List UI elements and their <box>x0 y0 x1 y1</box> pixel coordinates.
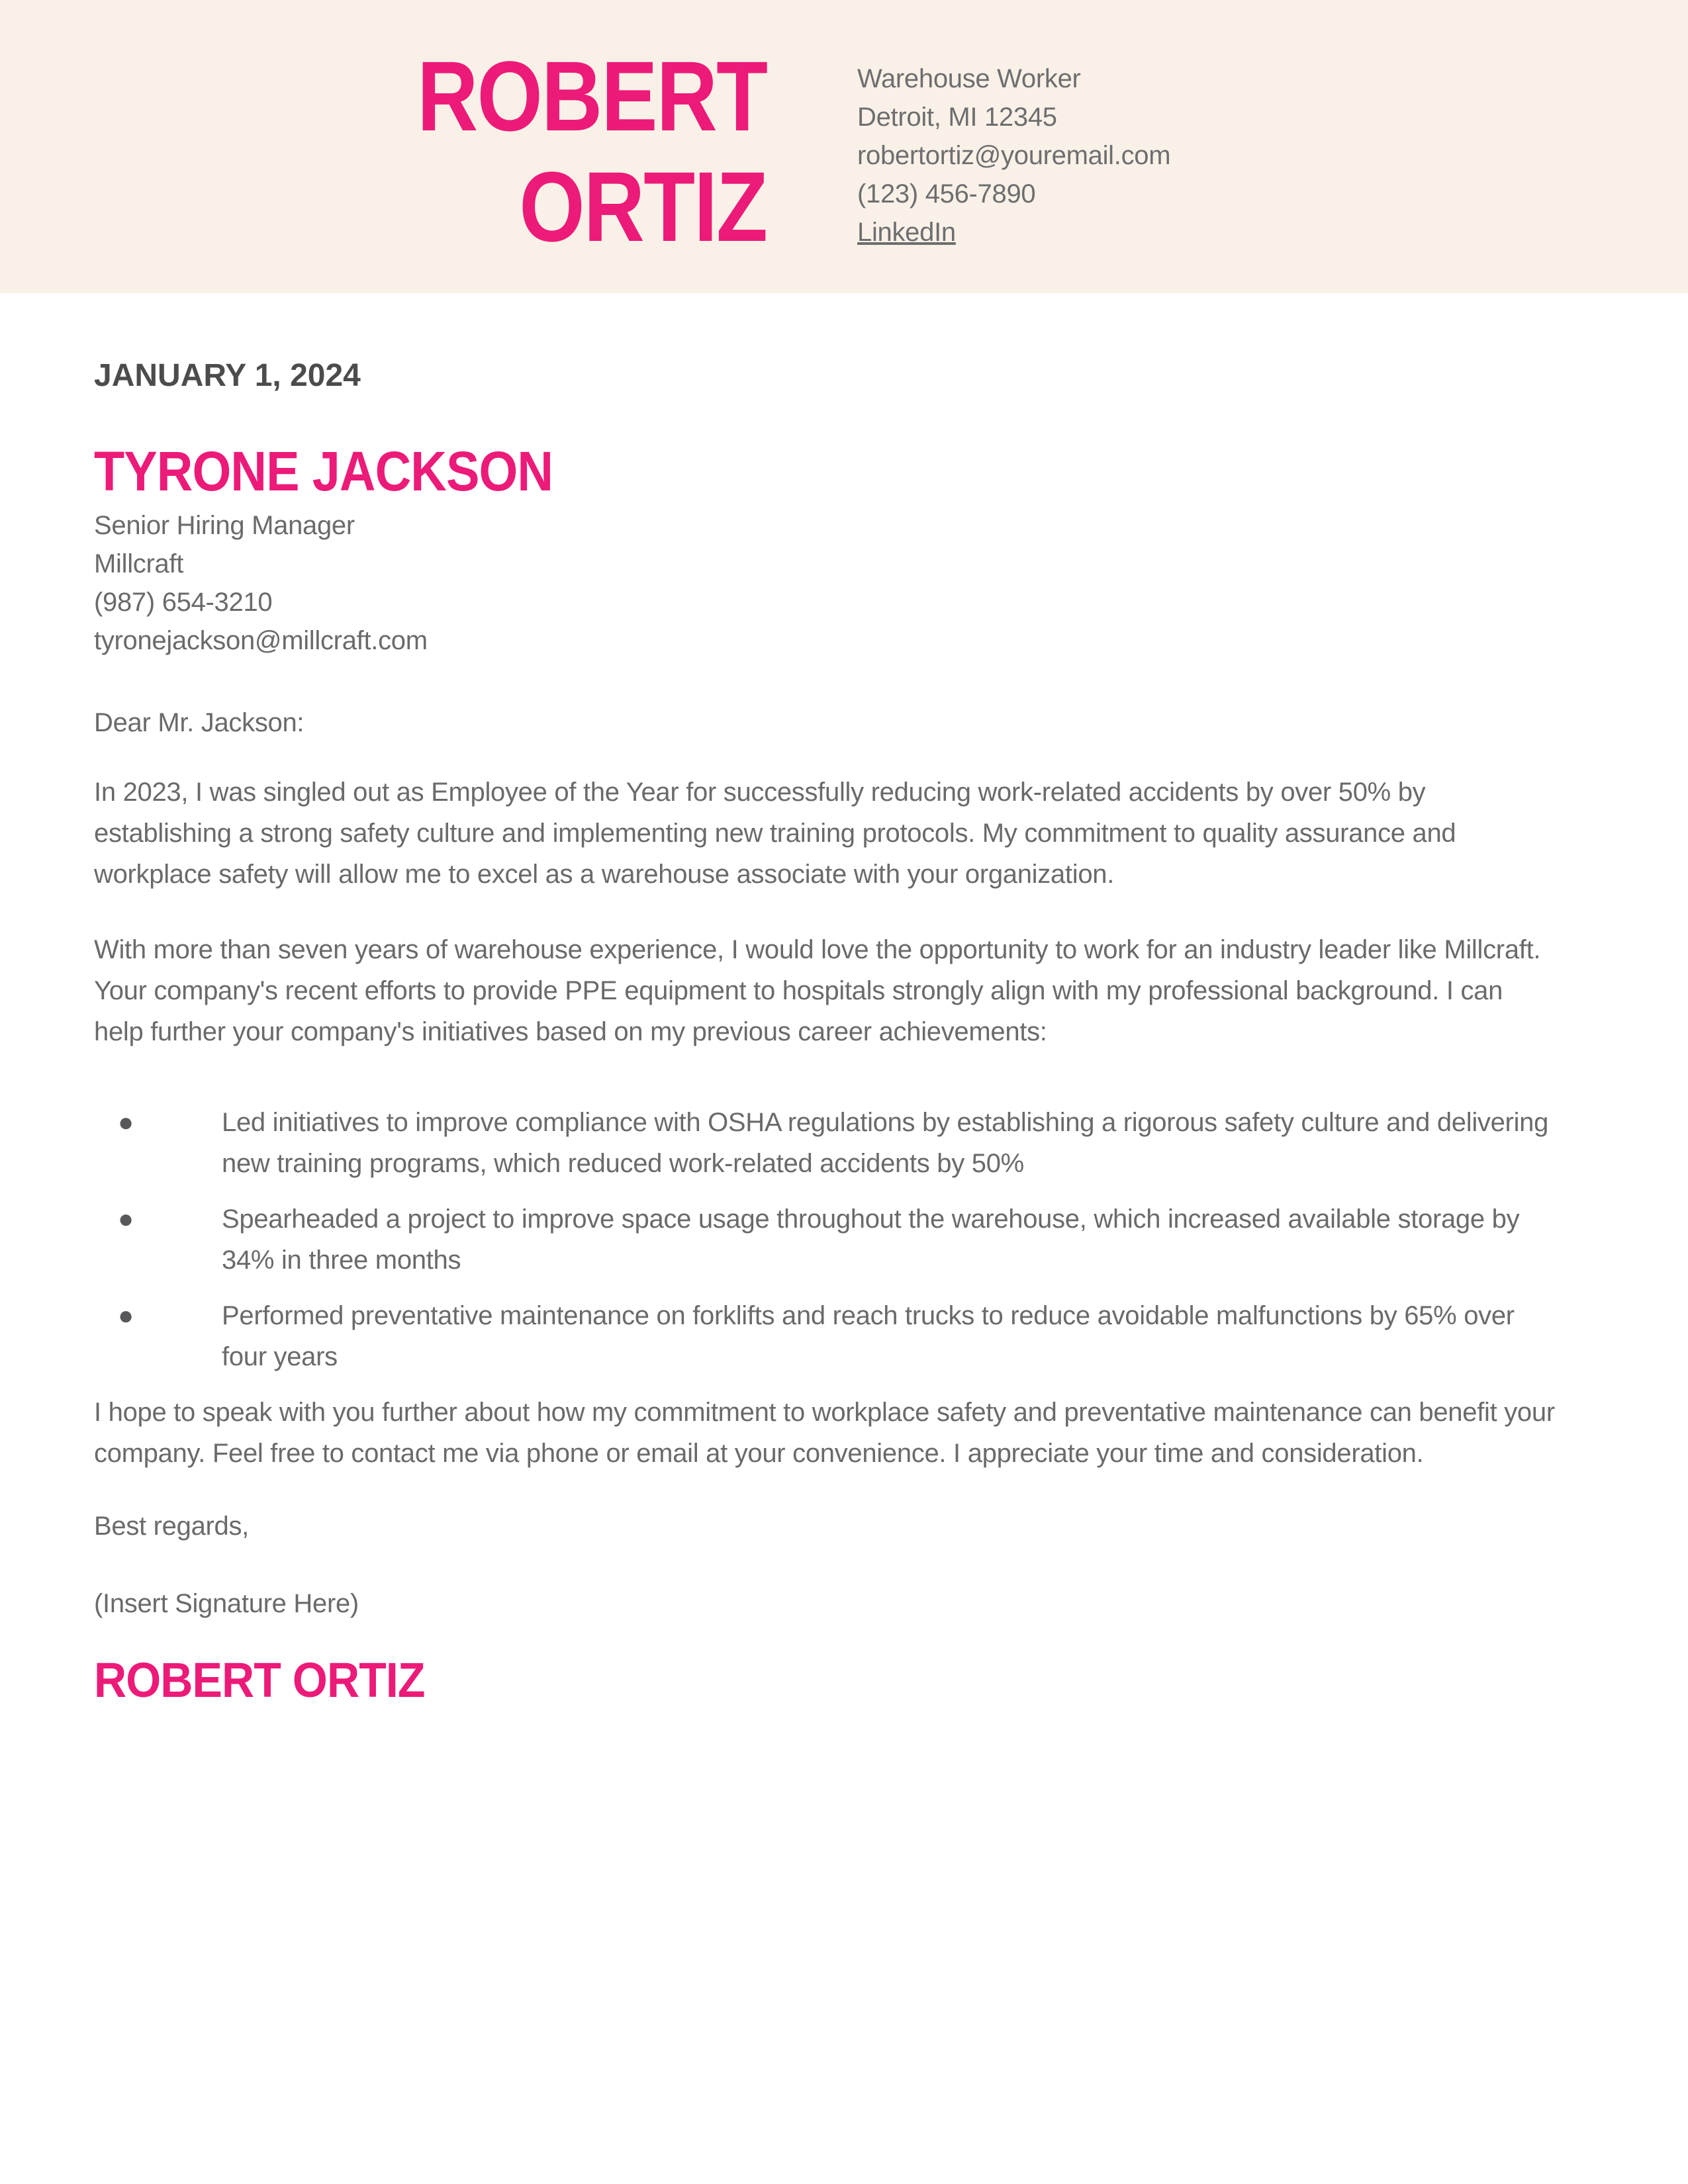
applicant-last-name: ORTIZ <box>519 151 767 262</box>
applicant-first-name: ROBERT <box>416 40 767 152</box>
recipient-phone: (987) 654-3210 <box>94 588 273 617</box>
bullet-text: Performed preventative maintenance on forklifts and reach trucks to reduce avoidable malfunctions by 65% over four years <box>222 1301 1515 1371</box>
list-item <box>94 1102 1556 1184</box>
signature-placeholder: (Insert Signature Here) <box>94 1589 359 1618</box>
experience-paragraph: With more than seven years of warehouse experience, I would love the opportunity to work for an industry leader like Millcraft. Your company's recent efforts to provide PPE equipment to hospitals strongly align with my professional background. I can help further your company's initiatives based on my previous career achievements: <box>94 935 1541 1046</box>
contact-location: Detroit, MI 12345 <box>857 103 1057 132</box>
letter-date: JANUARY 1, 2024 <box>94 358 361 393</box>
bullet-icon: ● <box>118 1205 134 1234</box>
closing-paragraph: I hope to speak with you further about how my commitment to workplace safety and preventative maintenance can benefit your company. Feel free to contact me via phone or email at your convenience. I appreciate your time and consideration. <box>94 1398 1555 1468</box>
contact-email: robertortiz@youremail.com <box>857 141 1171 170</box>
contact-phone: (123) 456-7890 <box>857 179 1036 208</box>
signoff: Best regards, <box>94 1512 249 1541</box>
recipient-company: Millcraft <box>94 549 184 578</box>
recipient-email: tyronejackson@millcraft.com <box>94 626 428 655</box>
bullet-text: Spearheaded a project to improve space usage throughout the warehouse, which increased available storage by 34% in three months <box>222 1205 1520 1275</box>
signature-name: ROBERT ORTIZ <box>94 1653 425 1707</box>
bullet-text: Led initiatives to improve compliance with OSHA regulations by establishing a rigorous safety culture and delivering new training programs, which reduced work-related accidents by 50% <box>222 1108 1549 1178</box>
recipient-info <box>94 506 1556 660</box>
letter-body <box>94 356 1556 1709</box>
achievement-list <box>94 1102 1556 1377</box>
bullet-icon: ● <box>118 1108 134 1137</box>
recipient-title: Senior Hiring Manager <box>94 511 355 540</box>
intro-paragraph: In 2023, I was singled out as Employee of the Year for successfully reducing work-related accidents by over 50% by establishing a strong safety culture and implementing new training protocols. My commitment to quality assurance and workplace safety will allow me to excel as a warehouse associate with your organization. <box>94 778 1456 889</box>
salutation: Dear Mr. Jackson: <box>94 708 305 737</box>
applicant-name <box>417 41 767 262</box>
contact-job-title: Warehouse Worker <box>857 64 1081 93</box>
list-item <box>94 1295 1556 1377</box>
header <box>0 0 1688 293</box>
contact-info <box>857 60 1170 251</box>
list-item <box>94 1199 1556 1281</box>
bullet-icon: ● <box>118 1301 134 1330</box>
linkedin-link[interactable]: LinkedIn <box>857 218 956 247</box>
recipient-name: TYRONE JACKSON <box>94 440 553 502</box>
